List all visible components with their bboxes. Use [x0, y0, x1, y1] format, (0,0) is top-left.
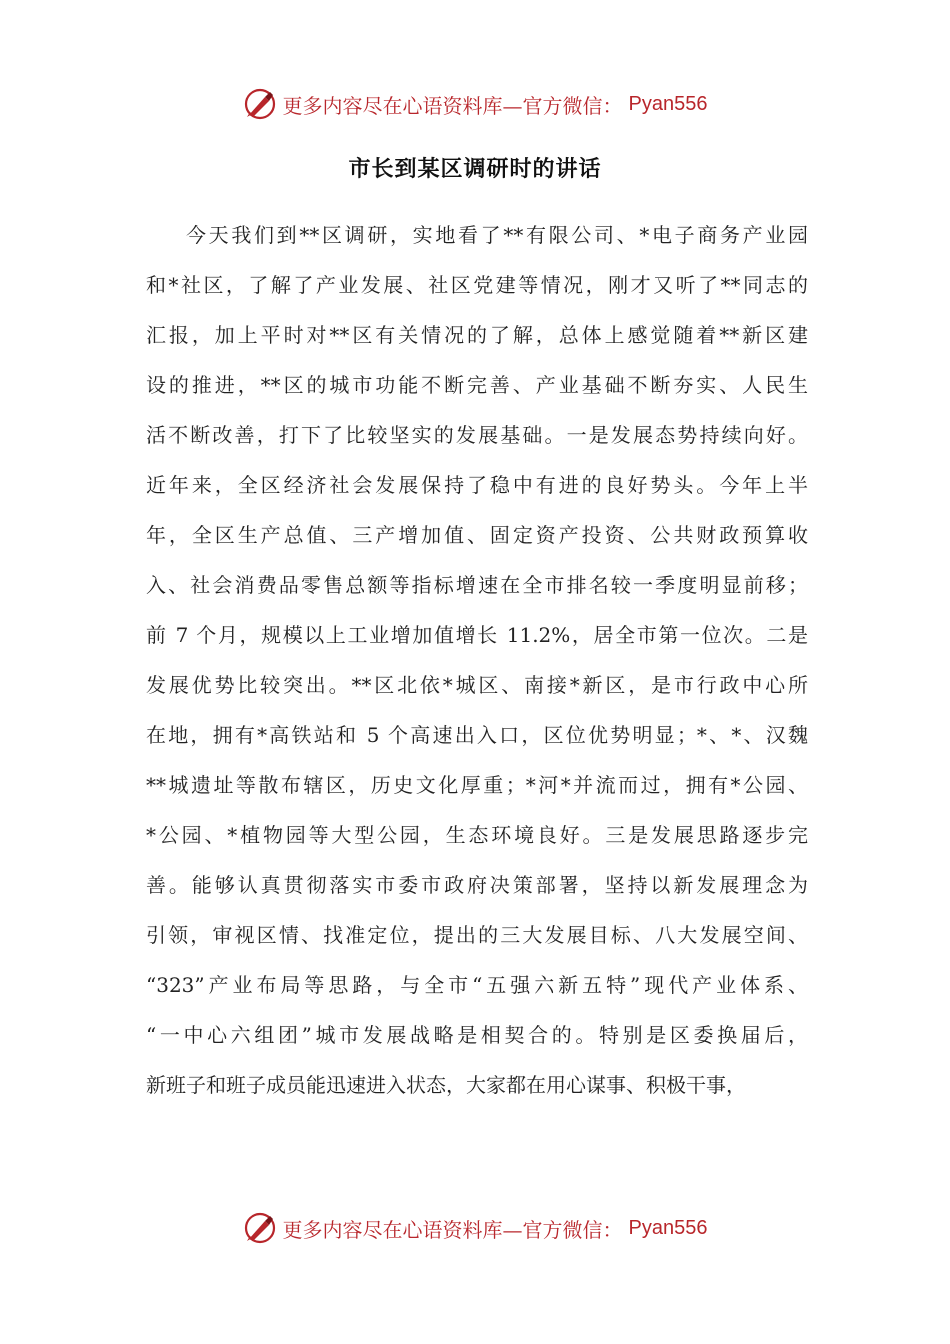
footer-watermark-banner — [0, 1208, 950, 1248]
body-line: 前 7 个月，规模以上工业增加值增长 11.2%，居全市第一位次。二是 — [146, 623, 808, 647]
body-line: 设的推进，**区的城市功能不断完善、产业基础不断夯实、人民生 — [146, 373, 808, 397]
body-line: 年，全区生产总值、三产增加值、固定资产投资、公共财政预算收 — [146, 523, 808, 547]
body-line: 发展优势比较突出。**区北依*城区、南接*新区，是市行政中心所 — [146, 673, 808, 697]
body-line: 引领，审视区情、找准定位，提出的三大发展目标、八大发展空间、 — [146, 923, 808, 947]
pen-logo-icon — [243, 1211, 277, 1245]
body-line: “一中心六组团”城市发展战略是相契合的。特别是区委换届后， — [146, 1023, 808, 1047]
body-line: **城遗址等散布辖区，历史文化厚重；*河*并流而过，拥有*公园、 — [146, 773, 808, 797]
document-body — [146, 210, 808, 1110]
body-line: “323”产业布局等思路，与全市“五强六新五特”现代产业体系、 — [146, 973, 808, 997]
body-line: 善。能够认真贯彻落实市委市政府决策部署，坚持以新发展理念为 — [146, 873, 808, 897]
body-line: 活不断改善，打下了比较坚实的发展基础。一是发展态势持续向好。 — [146, 423, 808, 447]
header-watermark-banner — [0, 84, 950, 124]
document-title: 市长到某区调研时的讲话 — [348, 157, 602, 182]
body-line: 近年来，全区经济社会发展保持了稳中有进的良好势头。今年上半 — [146, 473, 808, 497]
watermark-brand-text: 更多内容尽在心语资料库—官方微信： — [282, 93, 623, 118]
body-line: 和*社区，了解了产业发展、社区党建等情况，刚才又听了**同志的 — [146, 273, 808, 297]
watermark-wechat-id: Pyan556 — [628, 92, 708, 115]
watermark-brand-text: 更多内容尽在心语资料库—官方微信： — [282, 1217, 623, 1242]
body-line: 新班子和班子成员能迅速进入状态，大家都在用心谋事、积极干事， — [146, 1073, 746, 1097]
body-line: *公园、*植物园等大型公园，生态环境良好。三是发展思路逐步完 — [146, 823, 808, 847]
watermark-wechat-id: Pyan556 — [628, 1216, 708, 1239]
pen-logo-icon — [243, 87, 277, 121]
body-line: 入、社会消费品零售总额等指标增速在全市排名较一季度明显前移； — [146, 573, 808, 597]
body-line: 今天我们到**区调研，实地看了**有限公司、*电子商务产业园 — [186, 223, 808, 247]
body-line: 在地，拥有*高铁站和 5 个高速出入口，区位优势明显；*、*、汉魏 — [146, 723, 808, 747]
body-line: 汇报，加上平时对**区有关情况的了解，总体上感觉随着**新区建 — [146, 323, 808, 347]
